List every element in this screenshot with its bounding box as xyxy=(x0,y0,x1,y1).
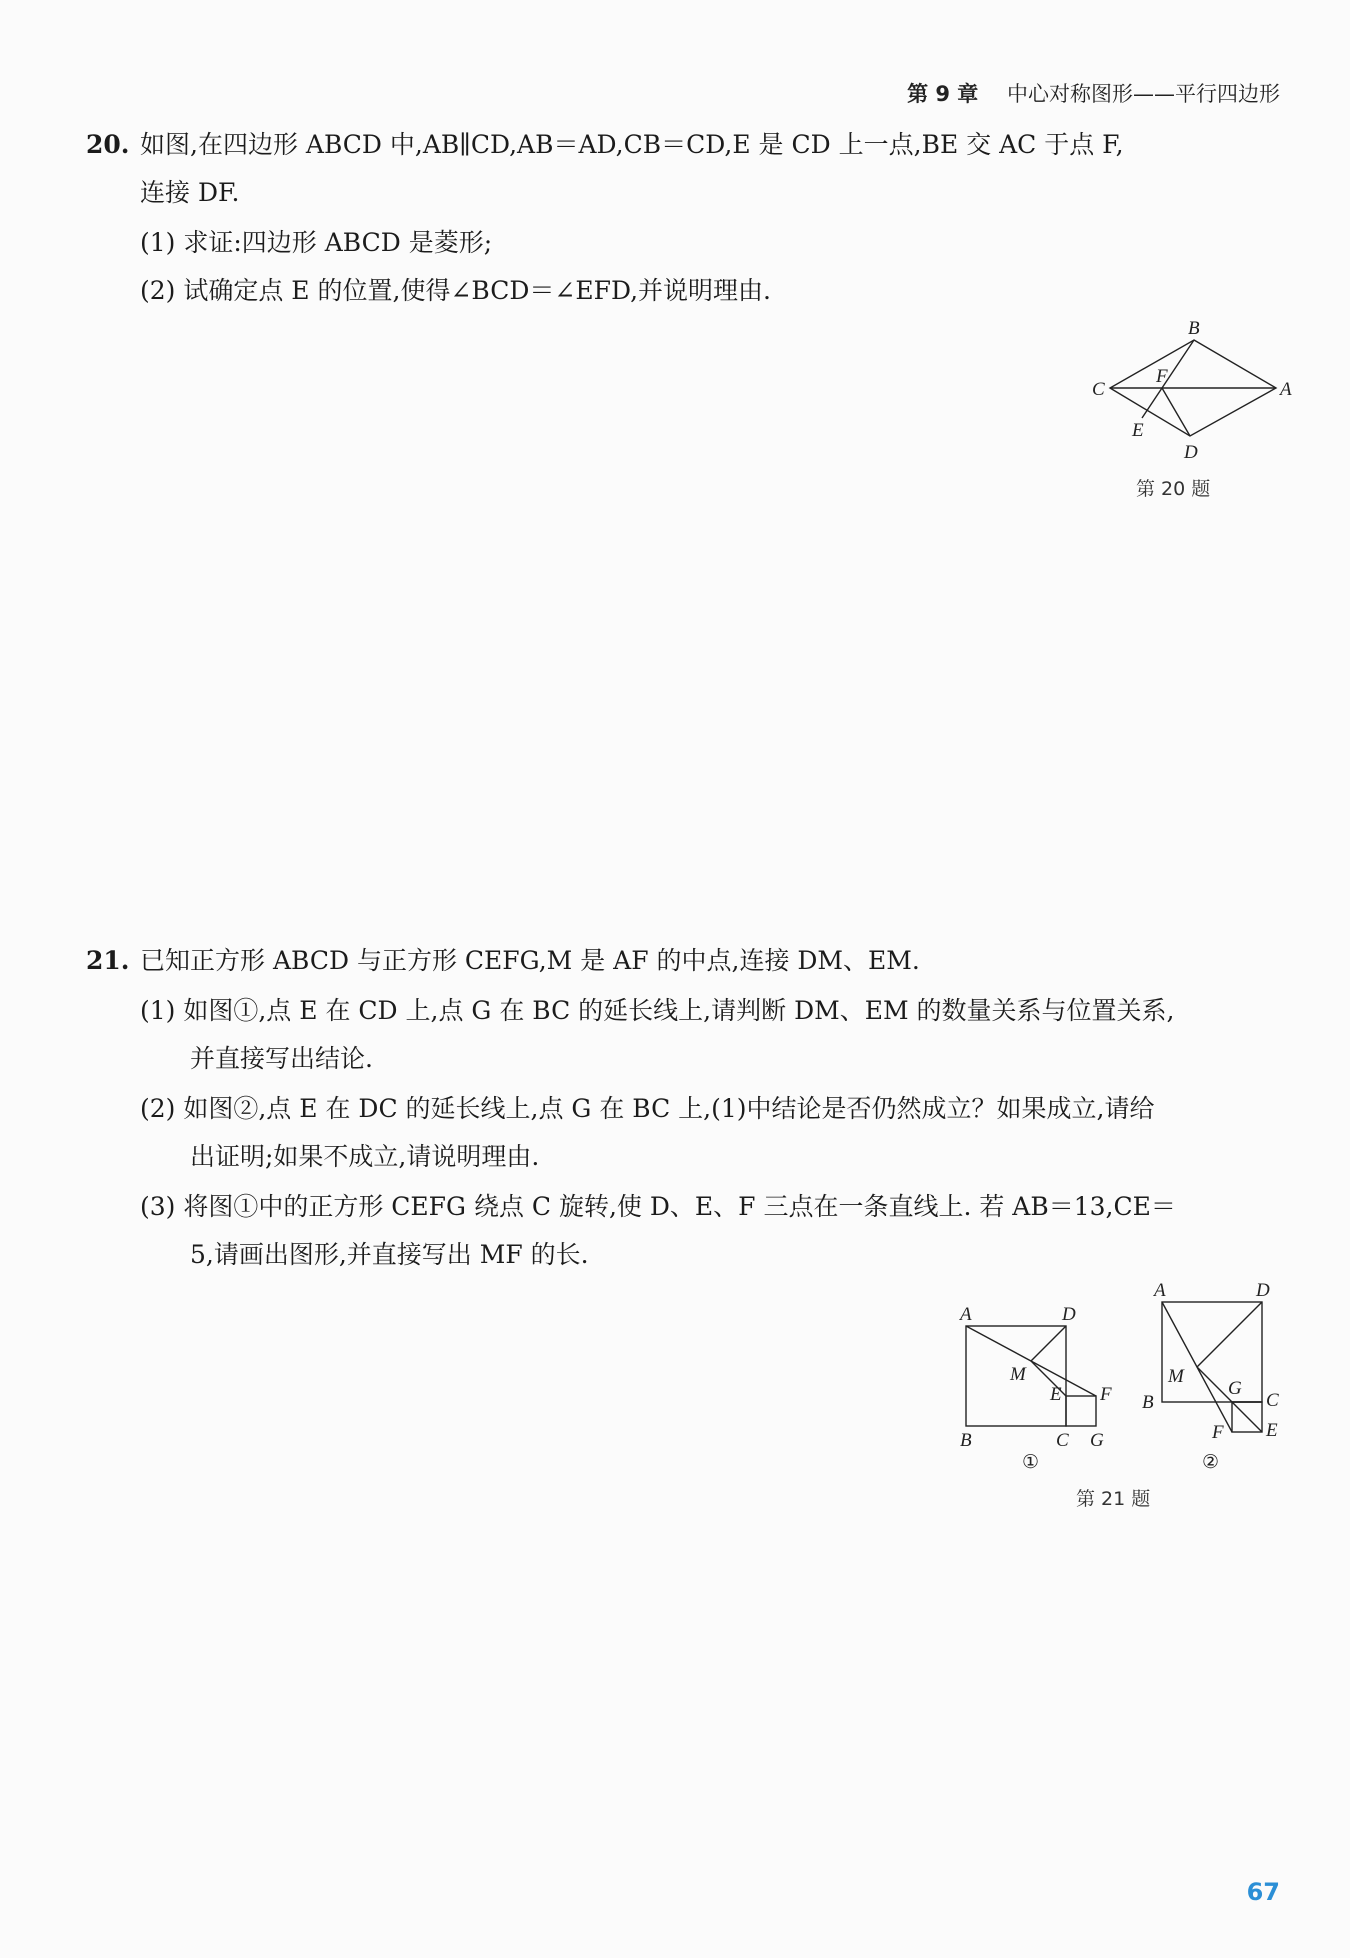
label-g: G xyxy=(1228,1378,1242,1399)
label-e: E xyxy=(1266,1420,1278,1441)
figure-21-diagram-2 xyxy=(1136,1276,1306,1476)
figure-21-diagram-1 xyxy=(950,1296,1120,1476)
square-cefg xyxy=(1066,1396,1096,1426)
label-m: M xyxy=(1010,1364,1026,1385)
problem-21-part-2-line-2: 出证明;如果不成立,请说明理由. xyxy=(190,1142,540,1171)
figure-20-rhombus xyxy=(1080,318,1300,468)
problem-20-line-2: 连接 DF. xyxy=(140,178,240,207)
figure-20-caption: 第 20 题 xyxy=(1136,478,1211,500)
label-g: G xyxy=(1090,1430,1104,1451)
label-f: F xyxy=(1156,366,1168,387)
problem-20-part-1: (1) 求证:四边形 ABCD 是菱形; xyxy=(140,228,493,257)
segment-df xyxy=(1162,388,1190,436)
segment-be xyxy=(1142,340,1194,418)
label-c: C xyxy=(1266,1390,1279,1411)
label-a: A xyxy=(1154,1280,1166,1301)
problem-20-number: 20. xyxy=(86,130,130,159)
problem-20-line-1: 如图,在四边形 ABCD 中,AB∥CD,AB＝AD,CB＝CD,E 是 CD 上一点,BE 交 AC 于点 F, xyxy=(140,130,1124,159)
problem-20-part-2: (2) 试确定点 E 的位置,使得∠BCD＝∠EFD,并说明理由. xyxy=(140,276,771,305)
problem-21-part-3-line-1: (3) 将图①中的正方形 CEFG 绕点 C 旋转,使 D、E、F 三点在一条直线上. 若 AB＝13,CE＝ xyxy=(140,1192,1176,1221)
label-a: A xyxy=(1280,379,1292,400)
problem-21-number: 21. xyxy=(86,946,130,975)
page-number: 67 xyxy=(1246,1878,1280,1906)
segment-dm xyxy=(1197,1302,1262,1367)
label-d: D xyxy=(1184,442,1198,463)
label-b: B xyxy=(960,1430,972,1451)
label-f: F xyxy=(1212,1422,1224,1443)
problem-21-part-2-line-1: (2) 如图②,点 E 在 DC 的延长线上,点 G 在 BC 上,(1)中结论是否仍然成立？如果成立,请给 xyxy=(140,1094,1155,1123)
segment-dm xyxy=(1031,1326,1066,1361)
label-d: D xyxy=(1062,1304,1076,1325)
chapter-number: 第 9 章 xyxy=(907,82,979,106)
problem-21-line-1: 已知正方形 ABCD 与正方形 CEFG,M 是 AF 的中点,连接 DM、EM. xyxy=(140,946,920,975)
figure-21-caption: 第 21 题 xyxy=(1076,1488,1151,1510)
chapter-title: 中心对称图形——平行四边形 xyxy=(1007,82,1280,106)
segment-em xyxy=(1197,1367,1262,1432)
running-header xyxy=(907,78,1280,108)
label-m: M xyxy=(1168,1366,1184,1387)
label-f: F xyxy=(1100,1384,1112,1405)
problem-21-part-1-line-2: 并直接写出结论. xyxy=(190,1044,373,1073)
label-a: A xyxy=(960,1304,972,1325)
label-c: C xyxy=(1092,379,1105,400)
label-b: B xyxy=(1188,318,1200,339)
label-b: B xyxy=(1142,1392,1154,1413)
problem-21-part-3-line-2: 5,请画出图形,并直接写出 MF 的长. xyxy=(190,1240,589,1269)
label-e: E xyxy=(1050,1384,1062,1405)
label-d: D xyxy=(1256,1280,1270,1301)
problem-21-part-1-line-1: (1) 如图①,点 E 在 CD 上,点 G 在 BC 的延长线上,请判断 DM、EM 的数量关系与位置关系, xyxy=(140,996,1175,1025)
figure-tag-1: ① xyxy=(1022,1451,1040,1473)
label-c: C xyxy=(1056,1430,1069,1451)
label-e: E xyxy=(1132,420,1144,441)
figure-tag-2: ② xyxy=(1202,1451,1220,1473)
